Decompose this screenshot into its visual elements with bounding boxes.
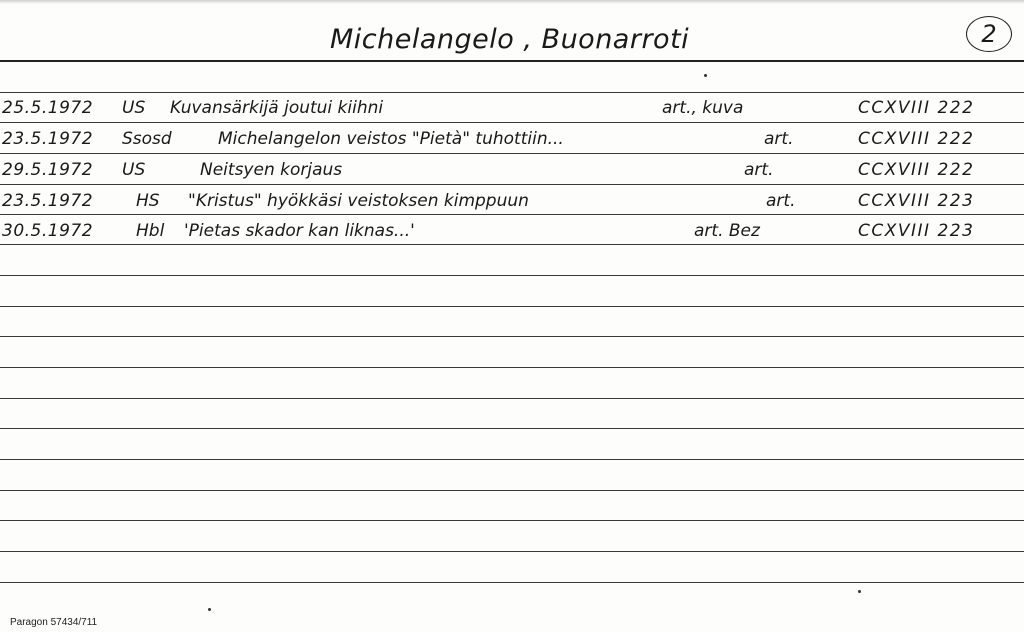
ruled-line [0,428,1024,429]
ruled-line [0,520,1024,521]
entry-row [0,96,1024,120]
ruled-line [0,306,1024,307]
ruled-line [0,459,1024,460]
ruled-line [0,367,1024,368]
entry-source: US [122,160,146,180]
ruled-line [0,244,1024,245]
ruled-line [0,582,1024,583]
entry-type: art. Bez [694,221,760,241]
ink-dot [704,74,707,77]
entry-date: 29.5.1972 [2,160,94,180]
entry-title: Neitsyen korjaus [200,160,343,180]
ink-dot [858,590,861,593]
ruled-line [0,214,1024,215]
entry-source: Hbl [136,221,165,241]
entry-date: 23.5.1972 [2,129,94,149]
entry-type: art. [764,129,794,149]
entry-source: US [122,98,146,118]
entry-source: Ssosd [122,129,172,149]
ruled-line [0,92,1024,93]
entry-row [0,127,1024,151]
ruled-line [0,184,1024,185]
entry-source: HS [136,191,160,211]
ruled-line [0,398,1024,399]
ruled-line [0,122,1024,123]
ruled-line [0,275,1024,276]
card-number-badge: 2 [966,16,1012,52]
entry-title: Michelangelon veistos "Pietà" tuhottiin... [218,129,564,149]
entry-date: 23.5.1972 [2,191,94,211]
ink-dot [208,608,211,611]
entry-date: 30.5.1972 [2,221,94,241]
entry-row [0,158,1024,182]
entry-reference: CCXVIII 222 [858,129,975,149]
entry-title: Kuvansärkijä joutui kiihni [170,98,384,118]
entry-row [0,219,1024,243]
entry-type: art. [766,191,796,211]
header-rule [0,60,1024,62]
entry-reference: CCXVIII 223 [858,221,975,241]
entry-type: art. [744,160,774,180]
entry-type: art., kuva [662,98,744,118]
entry-reference: CCXVIII 222 [858,98,975,118]
ruled-line [0,153,1024,154]
card-title: Michelangelo , Buonarroti [330,24,690,55]
entry-reference: CCXVIII 223 [858,191,975,211]
entry-date: 25.5.1972 [2,98,94,118]
card-top-edge [0,0,1024,4]
ruled-line [0,336,1024,337]
entry-row [0,189,1024,213]
entry-title: 'Pietas skador kan liknas...' [184,221,415,241]
entry-title: "Kristus" hyökkäsi veistoksen kimppuun [188,191,529,211]
ruled-line [0,490,1024,491]
card-footer-imprint: Paragon 57434/711 [10,617,98,628]
ruled-line [0,551,1024,552]
entry-reference: CCXVIII 222 [858,160,975,180]
